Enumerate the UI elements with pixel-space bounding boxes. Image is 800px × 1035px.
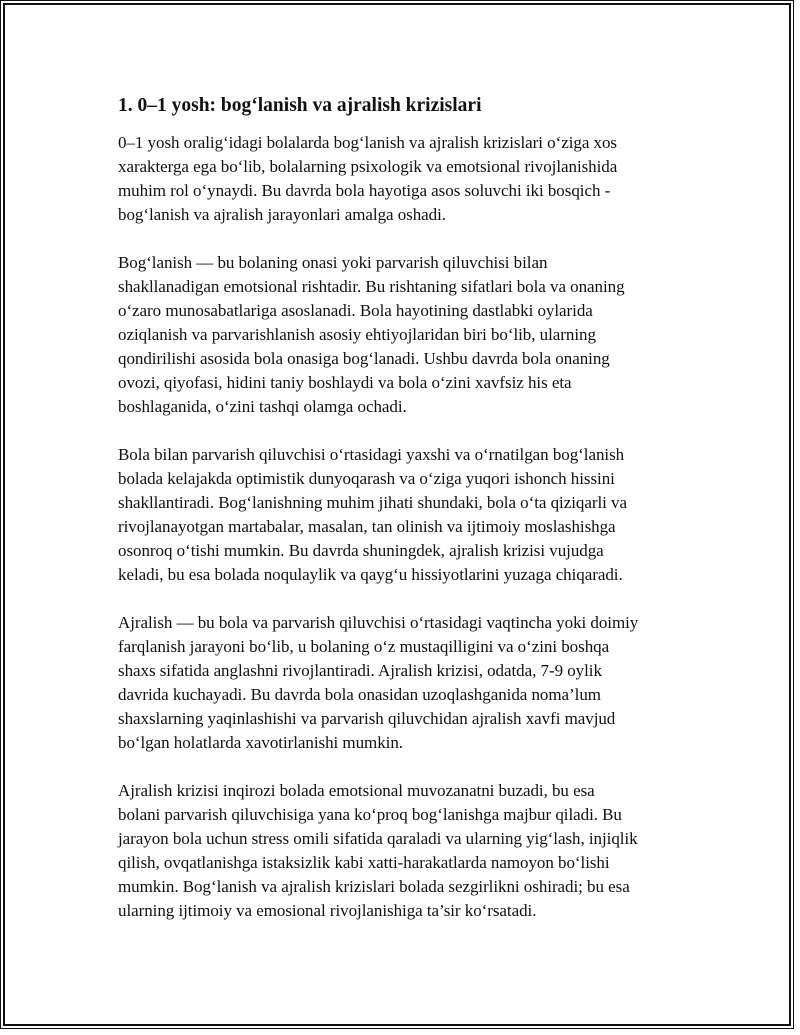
text-line: ovozi, qiyofasi, hidini taniy boshlaydi va bola o‘zini xavfsiz his eta [118, 373, 572, 392]
text-line: bog‘lanish va ajralish jarayonlari amalga oshadi. [118, 205, 446, 224]
text-line: bolada kelajakda optimistik dunyoqarash va o‘ziga yuqori ishonch hissini [118, 469, 615, 488]
text-line: jarayon bola uchun stress omili sifatida qaraladi va ularning yig‘lash, injiqlik [118, 829, 638, 848]
paragraph-1 [118, 131, 698, 227]
text-line: oziqlanish va parvarishlanish asosiy ehtiyojlaridan biri bo‘lib, ularning [118, 325, 596, 344]
text-line: rivojlanayotgan martabalar, masalan, tan olinish va ijtimoiy moslashishga [118, 517, 616, 536]
paragraph-2 [118, 251, 698, 419]
text-line: mumkin. Bog‘lanish va ajralish krizislari bolada sezgirlikni oshiradi; bu esa [118, 877, 630, 896]
text-line: Ajralish — bu bola va parvarish qiluvchisi o‘rtasidagi vaqtincha yoki doimiy [118, 613, 639, 632]
text-line: shaxs sifatida anglashni rivojlantiradi. Ajralish krizisi, odatda, 7-9 oylik [118, 661, 602, 680]
text-line: muhim rol o‘ynaydi. Bu davrda bola hayotiga asos soluvchi iki bosqich - [118, 181, 611, 200]
text-line: qondirilishi asosida bola onasiga bog‘lanadi. Ushbu davrda bola onaning [118, 349, 610, 368]
text-line: qilish, ovqatlanishga istaksizlik kabi xatti-harakatlarda namoyon bo‘lishi [118, 853, 610, 872]
text-line: xarakterga ega bo‘lib, bolalarning psixologik va emotsional rivojlanishida [118, 157, 618, 176]
text-line: shaxslarning yaqinlashishi va parvarish qiluvchidan ajralish xavfi mavjud [118, 709, 616, 728]
text-line: farqlanish jarayoni bo‘lib, u bolaning o‘z mustaqilligini va o‘zini boshqa [118, 637, 610, 656]
paragraph-5 [118, 779, 698, 923]
text-line: Bola bilan parvarish qiluvchisi o‘rtasidagi yaxshi va o‘rnatilgan bog‘lanish [118, 445, 625, 464]
text-line: o‘zaro munosabatlariga asoslanadi. Bola hayotining dastlabki oylarida [118, 301, 593, 320]
text-line: shakllanadigan emotsional rishtadir. Bu rishtaning sifatlari bola va onaning [118, 277, 625, 296]
text-line: osonroq o‘tishi mumkin. Bu davrda shuningdek, ajralish krizisi vujudga [118, 541, 604, 560]
text-line: ularning ijtimoiy va emosional rivojlanishiga ta’sir ko‘rsatadi. [118, 901, 537, 920]
text-line: bo‘lgan holatlarda xavotirlanishi mumkin. [118, 733, 403, 752]
text-line: 0–1 yosh oralig‘idagi bolalarda bog‘lanish va ajralish krizislari o‘ziga xos [118, 133, 617, 152]
document-body [118, 93, 698, 947]
text-line: Ajralish krizisi inqirozi bolada emotsional muvozanatni buzadi, bu esa [118, 781, 595, 800]
text-line: bolani parvarish qiluvchisiga yana ko‘proq bog‘lanishga majbur qiladi. Bu [118, 805, 622, 824]
section-heading: 1. 0–1 yosh: bog‘lanish va ajralish krizislari [118, 95, 482, 116]
paragraph-4 [118, 611, 698, 755]
text-line: shakllantiradi. Bog‘lanishning muhim jihati shundaki, bola o‘ta qiziqarli va [118, 493, 627, 512]
text-line: boshlaganida, o‘zini tashqi olamga ochadi. [118, 397, 407, 416]
text-line: Bog‘lanish — bu bolaning onasi yoki parvarish qiluvchisi bilan [118, 253, 548, 272]
paragraph-3 [118, 443, 698, 587]
text-line: keladi, bu esa bolada noqulaylik va qayg‘u hissiyotlarini yuzaga chiqaradi. [118, 565, 623, 584]
text-line: davrida kuchayadi. Bu davrda bola onasidan uzoqlashganida noma’lum [118, 685, 601, 704]
